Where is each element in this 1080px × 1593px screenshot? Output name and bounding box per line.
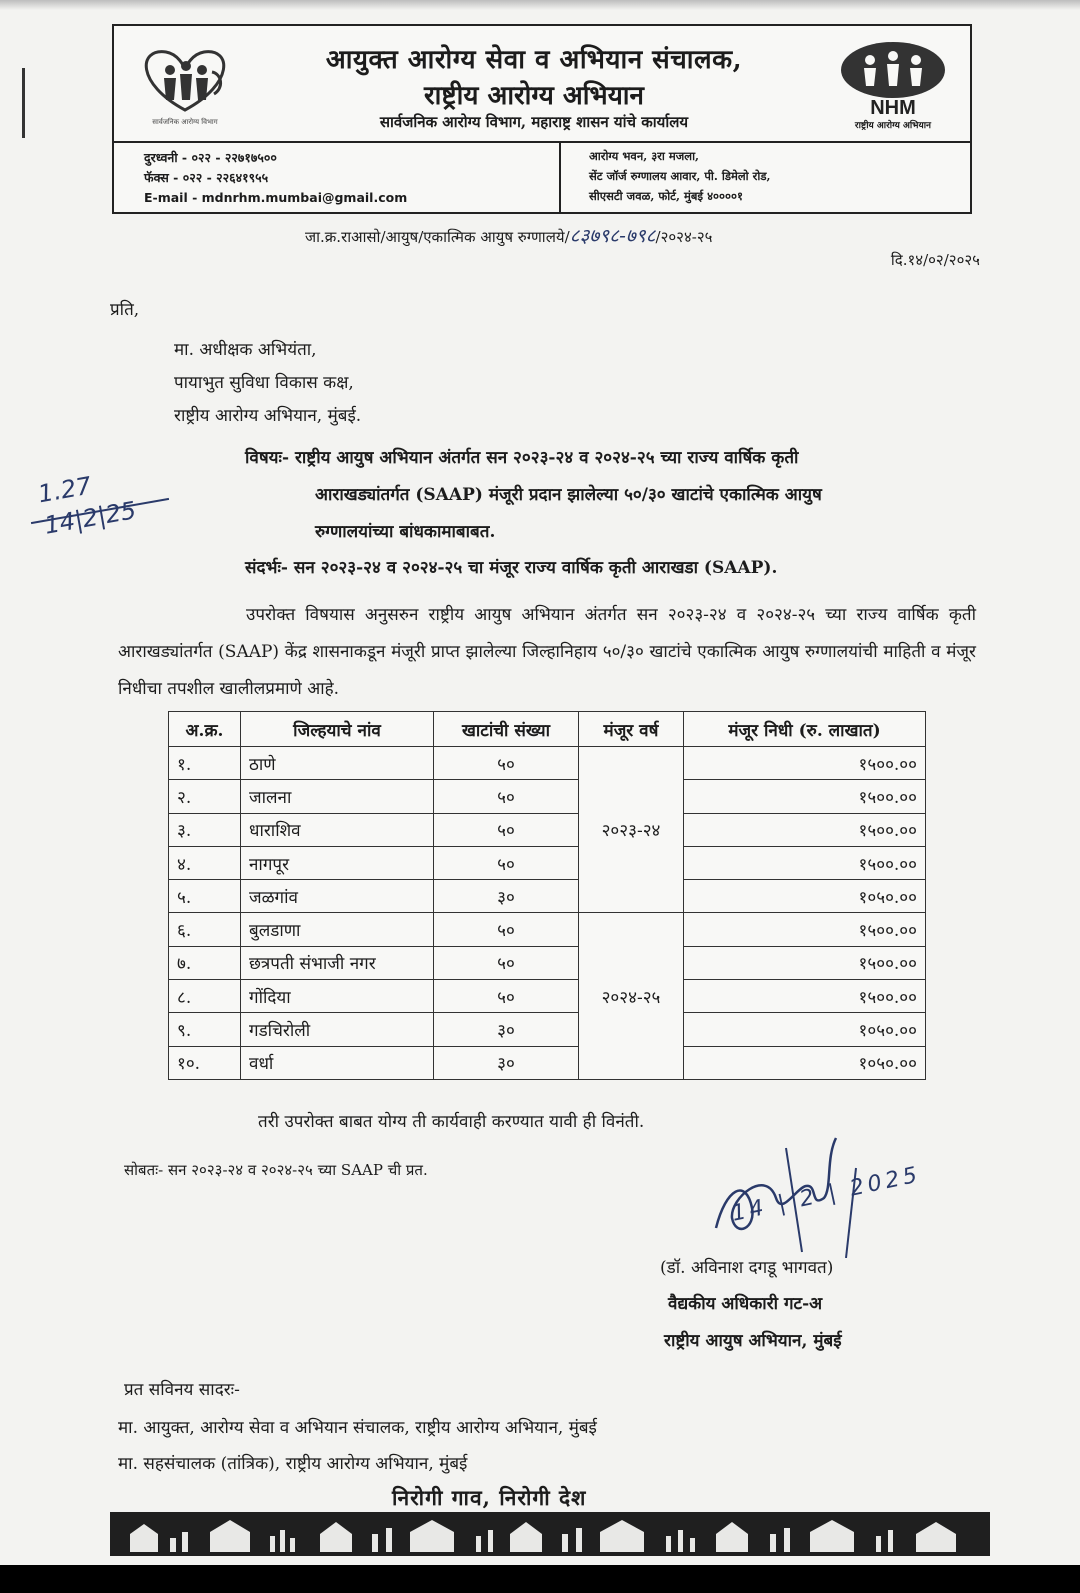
- reference-suffix: /२०२४-२५: [655, 228, 713, 246]
- cell-fund: १५००.००: [684, 813, 926, 846]
- cell-district: धाराशिव: [241, 813, 434, 846]
- table-row: [169, 946, 926, 979]
- cell-beds: ५०: [434, 747, 579, 780]
- cell-district: वर्धा: [241, 1046, 434, 1079]
- cell-beds: ५०: [434, 846, 579, 879]
- fax-number: फॅक्स - ०२२ - २२६४१९५५: [144, 170, 269, 185]
- address-line: सीएसटी जवळ, फोर्ट, मुंबई ४००००१: [589, 189, 743, 203]
- subject-line: रुग्णालयांच्या बांधकामाबाबत.: [315, 522, 496, 542]
- enclosure-note: सोबतः- सन २०२३-२४ व २०२४-२५ च्या SAAP ची प्रत.: [124, 1161, 428, 1179]
- cell-serial: १०.: [169, 1046, 241, 1079]
- cell-serial: ४.: [169, 846, 241, 879]
- reference-handwritten-number: ८३७९८-७९८: [569, 225, 656, 247]
- table-row: [169, 1013, 926, 1046]
- closing-request: तरी उपरोक्त बाबत योग्य ती कार्यवाही करण्यात यावी ही विनंती.: [258, 1112, 645, 1132]
- cell-beds: ३०: [434, 1046, 579, 1079]
- email-address: E-mail - mdnrhm.mumbai@gmail.com: [144, 190, 408, 205]
- nhm-logo: [830, 40, 956, 134]
- cell-fund: १५००.००: [684, 780, 926, 813]
- header-fund: मंजूर निधी (रु. लाखात): [684, 712, 926, 747]
- cell-district: गडचिरोली: [241, 1013, 434, 1046]
- recipient-line: पायाभुत सुविधा विकास कक्ष,: [174, 373, 354, 393]
- inward-number: 1.27: [35, 471, 94, 509]
- cell-district: छत्रपती संभाजी नगर: [241, 946, 434, 979]
- subject-line: राष्ट्रीय आयुष अभियान अंतर्गत सन २०२३-२४ व २०२४-२५ च्या राज्य वार्षिक कृती: [294, 448, 799, 468]
- reference-line: संदर्भः- सन २०२३-२४ व २०२४-२५ चा मंजूर राज्य वार्षिक कृती आराखडा (SAAP).: [245, 558, 778, 578]
- table-row: [169, 846, 926, 879]
- cell-beds: ५०: [434, 780, 579, 813]
- office-address: [589, 146, 959, 206]
- signatory-organization: राष्ट्रीय आयुष अभियान, मुंबई: [664, 1331, 842, 1351]
- nhm-logo-caption: राष्ट्रीय आरोग्य अभियान: [854, 121, 932, 131]
- subject-line: आराखड्यांतर्गत (SAAP) मंजूरी प्रदान झालेल्या ५०/३० खाटांचे एकात्मिक आयुष: [315, 485, 822, 505]
- header-serial: अ.क्र.: [169, 712, 241, 747]
- reference-prefix: जा.क्र.राआसो/आयुष/एकात्मिक आयुष रुग्णालये/: [305, 228, 570, 246]
- header-district: जिल्हयाचे नांव: [241, 712, 434, 747]
- table-row: [169, 747, 926, 780]
- cell-fund: १५००.००: [684, 846, 926, 879]
- table-row: [169, 913, 926, 946]
- cell-district: ठाणे: [241, 747, 434, 780]
- table-row: [169, 880, 926, 913]
- cell-serial: ९.: [169, 1013, 241, 1046]
- cell-serial: ८.: [169, 980, 241, 1013]
- cell-district: गोंदिया: [241, 980, 434, 1013]
- subject-label: विषयः-: [245, 448, 290, 468]
- copy-to-item: मा. सहसंचालक (तांत्रिक), राष्ट्रीय आरोग्य अभियान, मुंबई: [118, 1454, 468, 1474]
- footer-slogan: निरोगी गाव, निरोगी देश: [392, 1485, 587, 1510]
- contact-block: [144, 148, 554, 208]
- body-paragraph: उपरोक्त विषयास अनुसरुन राष्ट्रीय आयुष अभियान अंतर्गत सन २०२३-२४ व २०२४-२५ च्या राज्य वार्षिक कृती आराखड्यांतर्गत (SAAP) केंद्र शासनाकडून मंजूरी प्राप्त झालेल्या जिल्हानिहाय ५०/३० खाटांचे एकात्मिक आयुष रुग्णालयांची माहिती व मंजूर निधीचा तपशील खालीलप्रमाणे आहे.: [118, 605, 976, 699]
- signature-date: 14 | 2 | 2025: [729, 1162, 924, 1227]
- cell-serial: ५.: [169, 880, 241, 913]
- letterhead-divider: [559, 141, 561, 212]
- recipient-line: मा. अधीक्षक अभियंता,: [174, 340, 317, 360]
- footer-village-banner: [110, 1508, 990, 1560]
- scan-edge-mark: [22, 68, 25, 138]
- table-row: [169, 1046, 926, 1079]
- header-year: मंजूर वर्ष: [579, 712, 684, 747]
- cell-district: बुलडाणा: [241, 913, 434, 946]
- cell-serial: ३.: [169, 813, 241, 846]
- cell-year-group: २०२३-२४: [579, 747, 684, 913]
- cell-beds: ५०: [434, 813, 579, 846]
- letter-date: दि.१४/०२/२०२५: [890, 251, 980, 269]
- org-title-line1: आयुक्त आरोग्य सेवा व अभियान संचालक,: [325, 45, 743, 75]
- cell-serial: १.: [169, 747, 241, 780]
- department-logo-caption: सार्वजनिक आरोग्य विभाग: [152, 118, 218, 126]
- reference-number: [305, 222, 712, 248]
- cell-serial: ७.: [169, 946, 241, 979]
- table-header-row: [169, 712, 926, 747]
- copy-to-item: मा. आयुक्त, आरोग्य सेवा व अभियान संचालक, राष्ट्रीय आरोग्य अभियान, मुंबई: [118, 1418, 597, 1438]
- copy-to-heading: प्रत सविनय सादरः-: [124, 1380, 240, 1400]
- cell-district: जालना: [241, 780, 434, 813]
- cell-fund: १५००.००: [684, 980, 926, 1013]
- table-row: [169, 780, 926, 813]
- cell-fund: १०५०.००: [684, 1046, 926, 1079]
- inward-date: 14|2|25: [42, 496, 139, 540]
- recipient-address: [174, 334, 361, 433]
- cell-beds: ३०: [434, 880, 579, 913]
- recipient-line: राष्ट्रीय आरोग्य अभियान, मुंबई.: [174, 406, 362, 426]
- org-title-line2: राष्ट्रीय आरोग्य अभियान: [424, 81, 644, 111]
- department-logo: [126, 44, 244, 132]
- handwritten-inward-note: [30, 471, 180, 556]
- cell-beds: ३०: [434, 1013, 579, 1046]
- letterhead: [112, 24, 972, 214]
- nhm-logo-text: NHM: [870, 97, 916, 119]
- address-line: सेंट जॉर्ज रुग्णालय आवार, पी. डिमेलो रोड,: [589, 169, 771, 183]
- cell-fund: १५००.००: [684, 747, 926, 780]
- scan-bottom-edge: [0, 1565, 1080, 1593]
- cell-beds: ५०: [434, 980, 579, 1013]
- signatory-title: वैद्यकीय अधिकारी गट-अ: [668, 1294, 823, 1314]
- hospital-fund-table: [168, 711, 926, 1080]
- cell-district: जळगांव: [241, 880, 434, 913]
- table-row: [169, 813, 926, 846]
- scan-top-edge: [0, 0, 1080, 10]
- header-beds: खाटांची संख्या: [434, 712, 579, 747]
- handwritten-signature: [706, 1128, 976, 1258]
- cell-serial: २.: [169, 780, 241, 813]
- cell-fund: १०५०.००: [684, 880, 926, 913]
- table-row: [169, 980, 926, 1013]
- signatory-name: (डॉ. अविनाश दगडू भागवत): [660, 1258, 834, 1278]
- cell-beds: ५०: [434, 946, 579, 979]
- cell-district: नागपूर: [241, 846, 434, 879]
- cell-year-group: २०२४-२५: [579, 913, 684, 1079]
- cell-fund: १०५०.००: [684, 1013, 926, 1046]
- cell-fund: १५००.००: [684, 913, 926, 946]
- phone-number: दुरध्वनी - ०२२ - २२७१७५००: [144, 150, 277, 165]
- cell-beds: ५०: [434, 913, 579, 946]
- letterhead-header: [114, 26, 970, 143]
- address-line: आरोग्य भवन, ३रा मजला,: [589, 149, 700, 163]
- cell-serial: ६.: [169, 913, 241, 946]
- recipient-salutation: प्रति,: [110, 300, 140, 320]
- org-subtitle: सार्वजनिक आरोग्य विभाग, महाराष्ट्र शासन यांचे कार्यालय: [379, 113, 689, 131]
- subject-block: [245, 440, 975, 551]
- cell-fund: १५००.००: [684, 946, 926, 979]
